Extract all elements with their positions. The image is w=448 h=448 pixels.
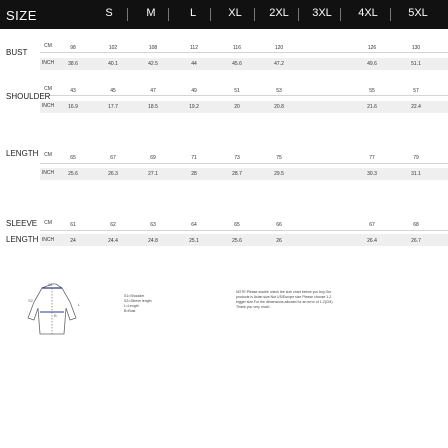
- value-cell: 44: [191, 61, 197, 67]
- note-line: bigger size.For the dimensions,allowed for an error of 1-2(CM).: [236, 300, 334, 304]
- value-cell: 47: [150, 88, 156, 94]
- note-line: Thank you very much.: [236, 305, 271, 309]
- unit-inch: INCH: [41, 170, 55, 176]
- size-l: L: [189, 7, 197, 19]
- value-cell: 67: [369, 222, 375, 228]
- figure-label-s2: S2: [28, 298, 33, 303]
- value-cell: 51: [234, 88, 240, 94]
- figure-label-l: L: [78, 302, 81, 307]
- value-cell: 38.6: [68, 61, 78, 67]
- size-m: M: [146, 7, 156, 19]
- value-cell: 26.7: [411, 238, 421, 244]
- value-cell: 126: [367, 45, 377, 51]
- row-divider: [40, 95, 448, 96]
- value-cell: 65: [70, 155, 76, 161]
- value-cell: 62: [110, 222, 116, 228]
- value-cell: 22.4: [411, 104, 421, 110]
- row-label-sleeve-line2: LENGTH: [6, 235, 39, 244]
- value-cell: 29.5: [274, 171, 284, 177]
- row-label-length: LENGTH: [6, 149, 39, 158]
- header-divider: [340, 8, 341, 21]
- unit-cm: CM: [44, 86, 52, 92]
- value-cell: 26.3: [108, 171, 118, 177]
- value-cell: 24.8: [148, 238, 158, 244]
- note-line: products is Asian size.Not US/Europe size Please choose 1-2: [236, 295, 332, 299]
- size-xl: XL: [228, 7, 242, 19]
- value-cell: 49: [191, 88, 197, 94]
- value-cell: 53: [276, 88, 282, 94]
- value-cell: 24: [70, 238, 76, 244]
- value-cell: 45: [110, 88, 116, 94]
- value-cell: 79: [413, 155, 419, 161]
- value-cell: 18.5: [148, 104, 158, 110]
- value-cell: 20.8: [274, 104, 284, 110]
- row-label-bust: BUST: [6, 48, 28, 57]
- value-cell: 66: [276, 222, 282, 228]
- row-label-shoulder: SHOULDER: [6, 92, 51, 101]
- unit-inch: INCH: [41, 237, 55, 243]
- value-cell: 65: [234, 222, 240, 228]
- value-cell: 26.4: [367, 238, 377, 244]
- value-cell: 26: [276, 238, 282, 244]
- value-cell: 120: [274, 45, 284, 51]
- value-cell: 40.1: [108, 61, 118, 67]
- note-line: NOTE:Please double check the size chart before you buy.Our: [236, 290, 332, 294]
- size-3xl: 3XL: [312, 7, 332, 19]
- value-cell: 73: [234, 155, 240, 161]
- value-cell: 51.1: [411, 61, 421, 67]
- unit-inch: INCH: [41, 60, 55, 66]
- value-cell: 61: [70, 222, 76, 228]
- value-cell: 64: [191, 222, 197, 228]
- row-divider: [40, 52, 448, 53]
- row-label-sleeve-line1: SLEEVE: [6, 219, 38, 228]
- unit-cm: CM: [44, 43, 52, 49]
- value-cell: 63: [150, 222, 156, 228]
- value-cell: 17.7: [108, 104, 118, 110]
- value-cell: 57: [413, 88, 419, 94]
- value-cell: 27.1: [148, 171, 158, 177]
- legend-length: L=Length: [124, 304, 139, 308]
- header-divider: [298, 8, 299, 21]
- size-s: S: [105, 7, 113, 19]
- value-cell: 116: [233, 45, 241, 51]
- value-cell: 45.6: [232, 61, 242, 67]
- shirt-measurement-diagram: [14, 282, 104, 344]
- size-header-label: SIZE: [6, 8, 37, 23]
- unit-cm: CM: [44, 152, 52, 158]
- value-cell: 25.1: [189, 238, 199, 244]
- value-cell: 28: [191, 171, 197, 177]
- value-cell: 98: [70, 45, 76, 51]
- value-cell: 16.9: [68, 104, 78, 110]
- measurement-legend: [124, 294, 152, 314]
- size-header-bar: [0, 0, 448, 29]
- value-cell: 24.4: [108, 238, 118, 244]
- value-cell: 102: [108, 45, 118, 51]
- value-cell: 75: [276, 155, 282, 161]
- size-4xl: 4XL: [358, 7, 378, 19]
- figure-label-b: B: [54, 313, 57, 318]
- value-cell: 20: [234, 104, 240, 110]
- size-2xl: 2XL: [269, 7, 289, 19]
- value-cell: 55: [369, 88, 375, 94]
- value-cell: 42.5: [148, 61, 158, 67]
- legend-sleeve: S2=Sleeve length: [124, 299, 152, 303]
- row-divider: [40, 163, 448, 164]
- value-cell: 21.6: [367, 104, 377, 110]
- value-cell: 71: [191, 155, 197, 161]
- value-cell: 25.6: [232, 238, 242, 244]
- value-cell: 67: [110, 155, 116, 161]
- unit-cm: CM: [44, 220, 52, 226]
- unit-inch: INCH: [41, 103, 55, 109]
- value-cell: 30.3: [367, 171, 377, 177]
- header-divider: [210, 8, 211, 21]
- figure-label-s1: S1: [48, 282, 53, 287]
- value-cell: 108: [148, 45, 158, 51]
- value-cell: 69: [150, 155, 156, 161]
- value-cell: 68: [413, 222, 419, 228]
- header-divider: [254, 8, 255, 21]
- value-cell: 47.2: [274, 61, 284, 67]
- legend-shoulder: S1=Shoulder: [124, 294, 145, 298]
- size-note: [236, 290, 356, 310]
- value-cell: 130: [411, 45, 421, 51]
- legend-bust: B=Bust: [124, 309, 136, 313]
- value-cell: 43: [70, 88, 76, 94]
- value-cell: 19.2: [189, 104, 199, 110]
- row-divider: [40, 230, 448, 231]
- value-cell: 49.6: [367, 61, 377, 67]
- size-5xl: 5XL: [408, 7, 428, 19]
- header-divider: [127, 8, 128, 21]
- value-cell: 112: [190, 45, 198, 51]
- header-divider: [390, 8, 391, 21]
- value-cell: 77: [369, 155, 375, 161]
- value-cell: 31.1: [411, 171, 421, 177]
- value-cell: 28.7: [232, 171, 242, 177]
- value-cell: 25.6: [68, 171, 78, 177]
- header-divider: [168, 8, 169, 21]
